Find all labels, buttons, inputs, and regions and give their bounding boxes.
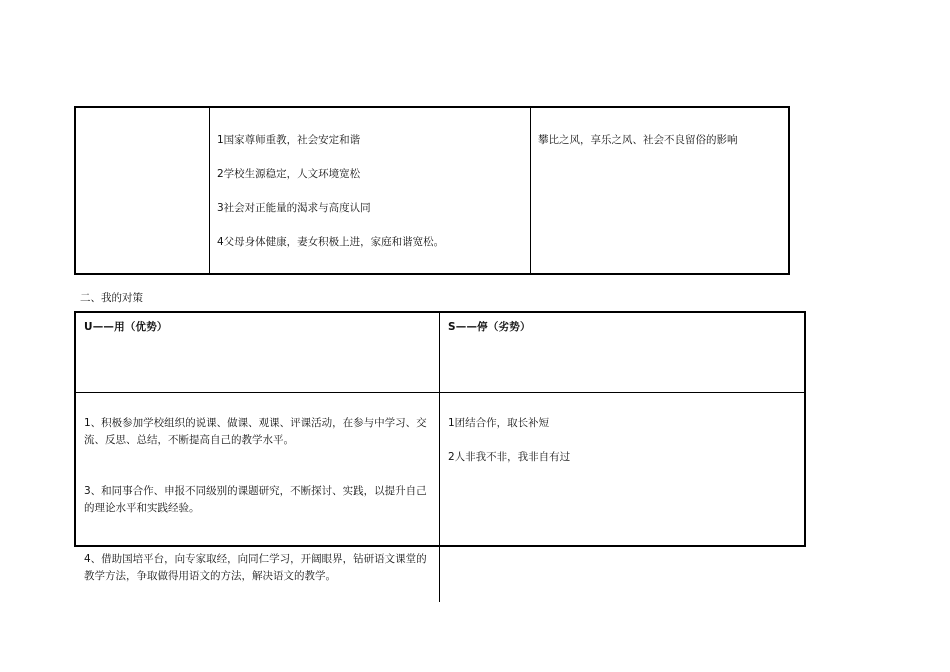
opportunity-line: 4父母身体健康，妻女积极上进，家庭和谐宽松。 <box>217 236 445 248</box>
strengths-header-cell <box>76 313 440 393</box>
opportunity-line: 2学校生源稳定，人文环境宽松 <box>217 168 361 180</box>
opportunity-line: 3社会对正能量的渴求与高度认同 <box>217 202 371 214</box>
section-heading: 二、我的对策 <box>80 292 143 304</box>
weaknesses-body-cell <box>440 393 804 602</box>
table1-opportunities-cell <box>210 108 531 273</box>
strength-paragraph: 3、和同事合作、申报不同级别的课题研究，不断探讨、实践，以提升自己的理论水平和实践经验。 <box>84 485 427 514</box>
weaknesses-header-cell <box>440 313 804 393</box>
weaknesses-header: S——停（劣势） <box>448 321 531 333</box>
threat-line: 攀比之风，享乐之风、社会不良留俗的影响 <box>538 134 738 146</box>
weakness-line: 1团结合作，取长补短 <box>448 417 550 429</box>
opportunities-threats-table <box>74 106 790 275</box>
strength-paragraph: 1、积极参加学校组织的说课、做课、观课、评课活动，在参与中学习、交流、反思、总结，不断提高自己的教学水平。 <box>84 417 427 446</box>
table1-threats-cell <box>531 108 788 273</box>
opportunity-line: 1国家尊师重教，社会安定和谐 <box>217 134 361 146</box>
weakness-line: 2人非我不非，我非自有过 <box>448 451 571 463</box>
strengths-header: U——用（优势） <box>84 321 168 333</box>
strategy-table <box>74 311 806 582</box>
strength-paragraph: 4、借助国培平台，向专家取经，向同仁学习，开阔眼界，钻研语文课堂的教学方法，争取做得用语文的方法，解决语文的教学。 <box>84 553 427 582</box>
table1-empty-cell <box>76 108 210 273</box>
strengths-body-cell <box>76 393 440 602</box>
